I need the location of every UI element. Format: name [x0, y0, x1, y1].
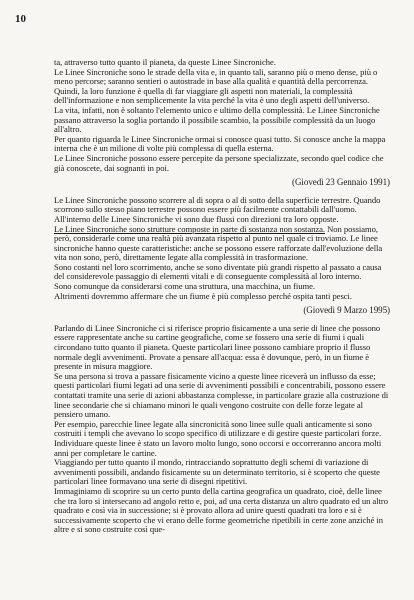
page-number: 10	[15, 13, 26, 25]
body-text	[54, 58, 390, 535]
paragraph	[54, 225, 390, 263]
paragraph: Le Linee Sincroniche possono scorrere al di sopra o al di sotto della superficie terrestre. Quando scorrono sullo stesso piano terrestre possono essere più facilmente contattabili dall'uomo.	[54, 194, 381, 215]
paragraph: Sono costanti nel loro scorrimento, anche se sono diventate più grandi rispetto al passato a causa del considerevole passaggio di elementi vitali e di conseguente complessità al loro interno.	[54, 261, 382, 282]
paragraph: La vita, infatti, non è soltanto l'elemento unico e ultimo della complessità. Le Linee Sincroniche passano attraverso la soglia portando il possibile scambio, la possibile complessità da un luogo all'altro.	[54, 104, 380, 135]
sentence: Non possiamo, però, considerarle come una realtà più avanzata rispetto al punto nel quale ci troviamo. Le linee sincroniche hanno queste caratteristiche: anche se possono essere rafforzate dall'evoluzione della vita non sono, però, direttamente legate alla complessità in trasformazione.	[54, 223, 383, 263]
date-line: (Giovedì 23 Gennaio 1991)	[292, 177, 390, 188]
paragraph: Immaginiamo di scoprire su un certo punto della cartina geografica un quadrato, cioè, delle linee che tra loro si intersecano ad angolo retto e, poi, ad una certa distanza un altro quadrato ed un altro quadrato e così via in successione; si è provato allora ad unire questi quadrati tra loro e si è successivamente scoperto che vi erano delle forme geometriche ripetibili in certe zone anziché in altre e si sono costruite così que-	[54, 485, 388, 535]
paragraph: Sono comunque da considerarsi come una struttura, una macchina, un fiume.	[54, 281, 316, 292]
underlined-sentence: Le Linee Sincroniche sono strutture composte in parte di sostanza non sostanza.	[54, 223, 325, 234]
paragraph: Se una persona si trova a passare fisicamente vicino a queste linee riceverà un influsso da esse; questi particolari fiumi legati ad una serie di avvenimenti possibili e concentrabili, possono essere contattati tramite una serie di azioni abbastanza complesse, in particolare grazie alla costruzione di linee secondarie che si chiamano minori le quali vengono costruite con delle forze legate al pensiero umano.	[54, 370, 389, 420]
paragraph: Parlando di Linee Sincroniche ci si riferisce proprio fisicamente a una serie di linee che possono essere rappresentate anche su cartine geografiche, come se fossero una serie di fiumi i quali circondano tutto quanto il pianeta. Queste particolari linee possono cambiare proprio il flusso normale degli avvenimenti. Provate a pensare all'acqua: essa è dovunque, però, in un fiume è presente in misura maggiore.	[54, 322, 381, 372]
paragraph: Per quanto riguarda le Linee Sincroniche ormai si conosce quasi tutto. Si conosce anche la mappa interna che è un milione di volte più complessa di quella esterna.	[54, 133, 386, 154]
paragraph: Individuare queste linee è stato un lavoro molto lungo, sono occorsi e occorreranno ancora molti anni per completare le cartine.	[54, 437, 382, 458]
paragraph: Altrimenti dovremmo affermare che un fiume è più complesso perché ospita tanti pesci.	[54, 290, 352, 301]
paragraph: All'interno delle Linee Sincroniche vi sono due flussi con direzioni tra loro opposte.	[54, 213, 339, 224]
paragraph: Viaggiando per tutto quanto il mondo, rintracciando soprattutto degli schemi di variazione di avvenimenti possibili, andando fisicamente su un determinato territorio, si è scoperto che queste particolari linee formavano una serie di disegni ripetitivi.	[54, 457, 380, 487]
paragraph: Le Linee Sincroniche sono le strade della vita e, in quanto tali, saranno più o meno dense, più o meno percorse; saranno sentieri o autostrade in base alla qualità e quantità della percorrenza. Quindi, la loro funzione è quella di far viaggiare gli aspetti non materiali, la complessità dell'informazione e non semplicemente la vita perché la vita è uno degli aspetti dell'universo.	[54, 66, 378, 106]
paragraph: Per esempio, parecchie linee legate alla sincronicità sono linee sulle quali anticamente si sono costruiti i templi che avevano lo scopo specifico di utilizzare e di gestire queste particolari forze.	[54, 418, 382, 439]
paragraph: Le Linee Sincroniche possono essere percepite da persone specializzate, secondo quel codice che già conoscete, dai sognanti in poi.	[54, 152, 384, 173]
paragraph: ta, attraverso tutto quanto il pianeta, da queste Linee Sincroniche.	[54, 57, 276, 67]
date-line: (Giovedì 9 Marzo 1995)	[303, 305, 390, 316]
